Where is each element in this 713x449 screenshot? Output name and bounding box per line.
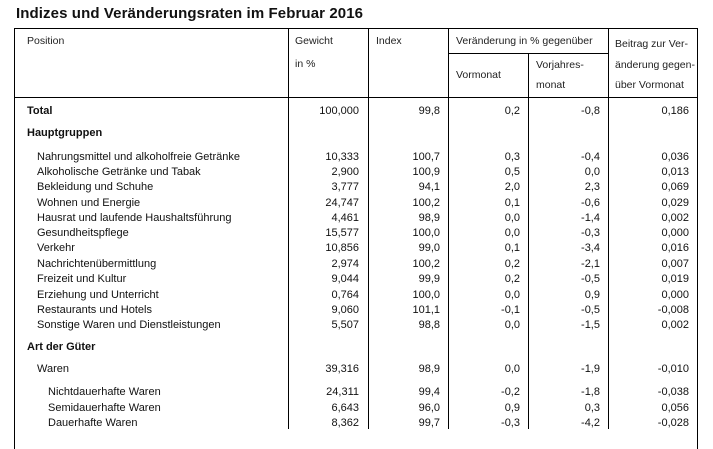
header-bottom-border (14, 97, 697, 98)
cell-beitrag: 0,056 (661, 402, 689, 414)
row-label: Dauerhafte Waren (48, 417, 138, 429)
header-beitrag: Beitrag zur Ver- (615, 38, 688, 50)
table-row (0, 385, 713, 400)
cell-gewicht: 2,900 (331, 166, 359, 178)
cell-gewicht: 9,060 (331, 304, 359, 316)
cell-vorjahr: -2,1 (581, 258, 600, 270)
header-veraenderung: Veränderung in % gegenüber (456, 35, 593, 47)
cell-index: 100,2 (412, 258, 440, 270)
row-label: Erziehung und Unterricht (37, 289, 159, 301)
table-section-heading (0, 126, 713, 141)
header-beitrag-line2: änderung gegen- (615, 59, 695, 71)
cell-index: 99,7 (418, 417, 440, 429)
cell-index: 98,9 (418, 212, 440, 224)
cell-gewicht: 4,461 (331, 212, 359, 224)
table-row (0, 362, 713, 377)
table-row (0, 318, 713, 333)
cell-gewicht: 5,507 (331, 319, 359, 331)
table-row (0, 257, 713, 272)
cell-vormonat: 0,2 (504, 273, 520, 285)
row-label: Verkehr (37, 242, 75, 254)
cell-vormonat: -0,1 (501, 304, 520, 316)
table-row (0, 401, 713, 416)
row-label: Waren (37, 363, 69, 375)
cell-vormonat: 0,5 (504, 166, 520, 178)
page-title: Indizes und Veränderungsraten im Februar 2016 (16, 5, 364, 22)
cell-vorjahr: -0,8 (581, 105, 600, 117)
row-label: Hausrat und laufende Haushaltsführung (37, 212, 232, 224)
header-index: Index (376, 35, 402, 47)
cell-beitrag: 0,016 (661, 242, 689, 254)
row-label: Semidauerhafte Waren (48, 402, 161, 414)
header-vormonat: Vormonat (456, 69, 501, 81)
row-label: Freizeit und Kultur (37, 273, 127, 285)
cell-gewicht: 10,333 (325, 151, 359, 163)
cell-index: 99,9 (418, 273, 440, 285)
cell-index: 99,0 (418, 242, 440, 254)
cell-beitrag: 0,000 (661, 227, 689, 239)
cell-vorjahr: -4,2 (581, 417, 600, 429)
row-label: Nachrichtenübermittlung (37, 258, 157, 270)
row-label: Nichtdauerhafte Waren (48, 386, 161, 398)
cell-index: 94,1 (418, 181, 440, 193)
row-label: Total (27, 105, 53, 117)
cell-beitrag: -0,038 (657, 386, 689, 398)
header-gewicht-unit: in % (295, 58, 316, 70)
table-row (0, 196, 713, 211)
row-label: Restaurants und Hotels (37, 304, 152, 316)
cell-vormonat: 0,0 (504, 363, 520, 375)
header-beitrag-line3: über Vormonat (615, 79, 684, 91)
cell-index: 100,0 (412, 289, 440, 301)
cell-vorjahr: -0,3 (581, 227, 600, 239)
row-label: Sonstige Waren und Dienstleistungen (37, 319, 221, 331)
cell-index: 98,8 (418, 319, 440, 331)
cell-vorjahr: -0,5 (581, 304, 600, 316)
cell-vormonat: 0,0 (504, 319, 520, 331)
cell-beitrag: 0,007 (661, 258, 689, 270)
table-row (0, 288, 713, 303)
cell-vormonat: 0,2 (504, 258, 520, 270)
row-label: Art der Güter (27, 341, 96, 353)
table-row (0, 150, 713, 165)
cell-vormonat: 2,0 (504, 181, 520, 193)
cell-vorjahr: -0,6 (581, 197, 600, 209)
cell-beitrag: 0,002 (661, 212, 689, 224)
cell-gewicht: 100,000 (319, 105, 359, 117)
cell-vorjahr: 0,3 (584, 402, 600, 414)
row-label: Gesundheitspflege (37, 227, 129, 239)
cell-beitrag: 0,029 (661, 197, 689, 209)
cell-vormonat: 0,9 (504, 402, 520, 414)
cell-beitrag: -0,008 (657, 304, 689, 316)
cell-index: 100,2 (412, 197, 440, 209)
cell-beitrag: 0,019 (661, 273, 689, 285)
cell-gewicht: 10,856 (325, 242, 359, 254)
header-vorjahres: Vorjahres- (536, 59, 584, 71)
cell-gewicht: 39,316 (325, 363, 359, 375)
cell-gewicht: 24,747 (325, 197, 359, 209)
cell-vormonat: 0,1 (504, 242, 520, 254)
cell-index: 99,8 (418, 105, 440, 117)
cell-vormonat: -0,3 (501, 417, 520, 429)
cell-beitrag: 0,036 (661, 151, 689, 163)
row-label: Nahrungsmittel und alkoholfreie Getränke (37, 151, 241, 163)
table-row (0, 211, 713, 226)
cell-gewicht: 24,311 (326, 386, 359, 398)
cell-vorjahr: -1,5 (581, 319, 600, 331)
cell-vormonat: 0,3 (504, 151, 520, 163)
cell-beitrag: 0,002 (661, 319, 689, 331)
table-row (0, 165, 713, 180)
cell-vorjahr: 0,9 (584, 289, 600, 301)
row-label: Bekleidung und Schuhe (37, 181, 154, 193)
row-label: Wohnen und Energie (37, 197, 141, 209)
cell-vorjahr: 2,3 (584, 181, 600, 193)
cell-vormonat: -0,2 (501, 386, 520, 398)
cell-beitrag: 0,013 (661, 166, 689, 178)
cell-gewicht: 9,044 (331, 273, 359, 285)
cell-vorjahr: 0,0 (584, 166, 600, 178)
table-row (0, 241, 713, 256)
cell-index: 100,7 (412, 151, 440, 163)
header-vorjahres-monat: monat (536, 79, 566, 91)
cell-vorjahr: -3,4 (581, 242, 600, 254)
table-row (0, 303, 713, 318)
cell-index: 98,9 (418, 363, 440, 375)
cell-index: 99,4 (418, 386, 440, 398)
table-row (0, 272, 713, 287)
cell-gewicht: 6,643 (331, 402, 359, 414)
row-label: Alkoholische Getränke und Tabak (37, 166, 201, 178)
cell-gewicht: 3,777 (331, 181, 359, 193)
cell-gewicht: 0,764 (331, 289, 359, 301)
cell-vormonat: 0,0 (504, 227, 520, 239)
cell-beitrag: -0,028 (657, 417, 689, 429)
cell-vorjahr: -1,4 (581, 212, 600, 224)
cell-beitrag: 0,186 (661, 105, 689, 117)
cell-gewicht: 15,577 (325, 227, 359, 239)
cell-index: 96,0 (418, 402, 440, 414)
cell-vorjahr: -1,9 (581, 363, 600, 375)
cell-vormonat: 0,1 (504, 197, 520, 209)
cell-vorjahr: -0,5 (581, 273, 600, 285)
cell-beitrag: 0,000 (661, 289, 689, 301)
cell-gewicht: 2,974 (331, 258, 359, 270)
cell-vormonat: 0,0 (504, 212, 520, 224)
header-gewicht: Gewicht (295, 35, 333, 47)
header-position: Position (27, 35, 65, 47)
cell-beitrag: 0,069 (661, 181, 689, 193)
cell-vorjahr: -0,4 (581, 151, 600, 163)
cell-gewicht: 8,362 (331, 417, 359, 429)
table-row (0, 180, 713, 195)
cell-index: 100,0 (412, 227, 440, 239)
cell-index: 101,1 (412, 304, 440, 316)
header-subdivider (448, 53, 608, 54)
table-row (0, 226, 713, 241)
cell-vormonat: 0,2 (504, 105, 520, 117)
cell-beitrag: -0,010 (657, 363, 689, 375)
cell-vorjahr: -1,8 (581, 386, 600, 398)
cell-vormonat: 0,0 (504, 289, 520, 301)
cell-index: 100,9 (412, 166, 440, 178)
table-row (0, 104, 713, 119)
row-label: Hauptgruppen (27, 127, 103, 139)
table-section-heading (0, 340, 713, 355)
